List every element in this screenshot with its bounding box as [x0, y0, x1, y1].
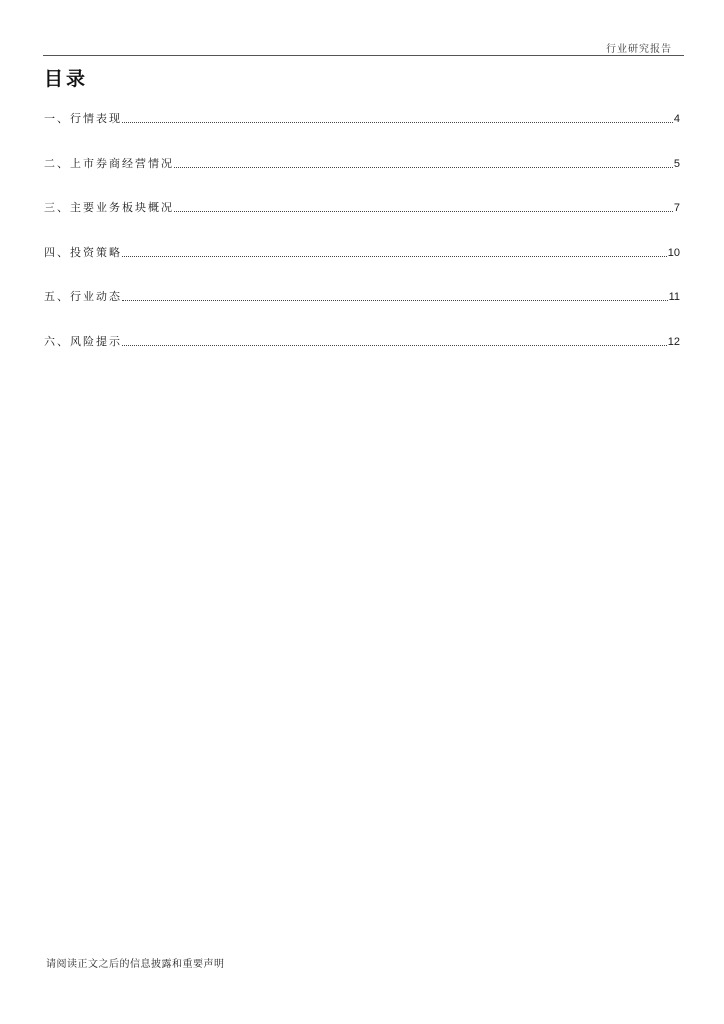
toc-entry-industry-news[interactable] — [44, 281, 680, 304]
toc-page-number: 12 — [667, 335, 680, 348]
toc-dot-leader — [122, 345, 667, 346]
toc-entry-business-segments[interactable] — [44, 192, 680, 215]
toc-entry-investment-strategy[interactable] — [44, 237, 680, 260]
toc-entry-text: 四、投资策略 — [44, 245, 122, 259]
toc-page-number: 10 — [667, 246, 680, 259]
toc-page-number: 7 — [673, 202, 680, 214]
report-type-label: 行业研究报告 — [606, 44, 672, 55]
toc-dot-leader — [174, 211, 673, 212]
toc-entry-broker-operations[interactable] — [44, 148, 680, 171]
toc-dot-leader — [122, 256, 667, 257]
toc-dot-leader — [122, 122, 673, 123]
header-divider — [43, 55, 684, 56]
toc-entry-text: 一、行情表现 — [44, 112, 122, 125]
toc-entry-market-performance[interactable] — [44, 103, 680, 126]
disclaimer-note: 请阅读正文之后的信息披露和重要声明 — [46, 959, 225, 970]
toc-entry-text: 五、行业动态 — [44, 290, 122, 303]
toc-dot-leader — [122, 300, 668, 301]
page-header — [0, 0, 724, 58]
toc-entry-text: 六、风险提示 — [44, 334, 122, 348]
toc-entry-text: 三、主要业务板块概况 — [44, 201, 174, 214]
toc-page-number: 4 — [673, 113, 680, 125]
toc-dot-leader — [174, 167, 673, 168]
toc-list — [44, 103, 680, 370]
toc-title: 目录 — [44, 68, 89, 90]
toc-entry-risk-warning[interactable] — [44, 326, 680, 349]
toc-page-number: 5 — [673, 157, 680, 170]
toc-page-number: 11 — [668, 291, 680, 303]
toc-entry-text: 二、上市券商经营情况 — [44, 156, 174, 170]
